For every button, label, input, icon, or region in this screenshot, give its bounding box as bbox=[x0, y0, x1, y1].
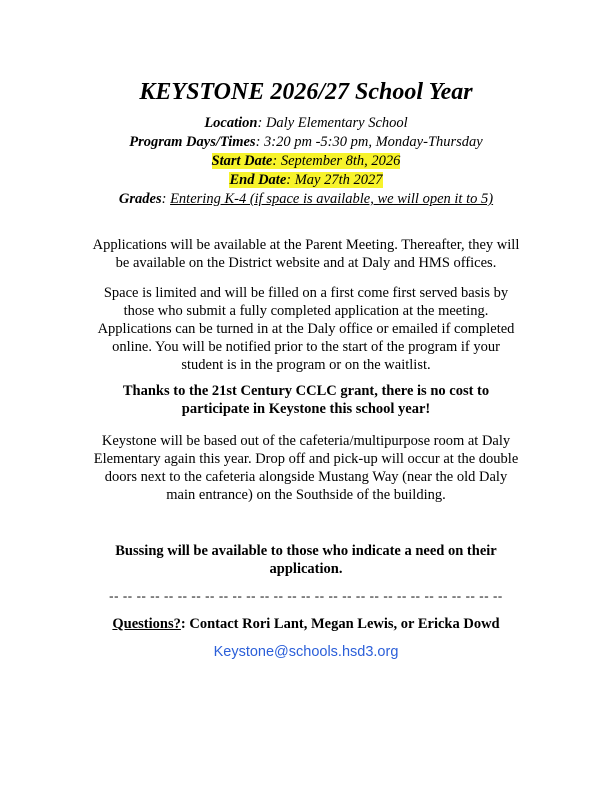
grades-line bbox=[0, 190, 612, 209]
grades-label: Grades bbox=[118, 191, 162, 207]
end-date-value: : May 27th 2027 bbox=[286, 172, 383, 188]
end-date-line bbox=[0, 171, 612, 190]
grant-paragraph: Thanks to the 21st Century CCLC grant, there is no cost to participate in Keystone this school year! bbox=[122, 383, 490, 417]
space-paragraph: Space is limited and will be filled on a first come first served basis by those who submit a fully completed application at the meeting. Applications can be turned in at the Daly office or emailed if completed online. You will be notified prior to the start of the program if your student is in the program or on the waitlist. bbox=[97, 285, 515, 373]
bussing-paragraph: Bussing will be available to those who indicate a need on their application. bbox=[115, 543, 497, 577]
location-value: : Daly Elementary School bbox=[257, 115, 408, 131]
location-label: Location bbox=[204, 115, 258, 131]
start-date-value: : September 8th, 2026 bbox=[272, 153, 401, 169]
program-times-label: Program Days/Times bbox=[129, 134, 256, 150]
applications-paragraph: Applications will be available at the Parent Meeting. Thereafter, they will be available on the District website and at Daly and HMS offices. bbox=[92, 237, 520, 271]
program-times-line bbox=[0, 133, 612, 152]
questions-label: Questions? bbox=[112, 616, 181, 632]
start-date-line bbox=[0, 152, 612, 171]
location-details-paragraph: Keystone will be based out of the cafeteria/multipurpose room at Daly Elementary again this year. Drop off and pick-up will occur at the double doors next to the cafeteria alongside Mustang Way (near the old Daly main entrance) on the Southside of the building. bbox=[93, 433, 519, 503]
start-date-label: Start Date bbox=[211, 153, 273, 169]
page-title: KEYSTONE 2026/27 School Year bbox=[139, 79, 473, 105]
grades-value: Entering K-4 (if space is available, we will open it to 5) bbox=[170, 191, 494, 207]
contact-email-link[interactable]: Keystone@schools.hsd3.org bbox=[213, 644, 399, 660]
dashed-divider: -- -- -- -- -- -- -- -- -- -- -- -- -- -- -- -- -- -- -- -- -- -- -- -- -- -- -- -- -- bbox=[109, 588, 503, 603]
contact-names: : Contact Rori Lant, Megan Lewis, or Ericka Dowd bbox=[180, 616, 500, 632]
contact-line bbox=[0, 616, 612, 633]
grades-separator: : bbox=[161, 191, 171, 207]
end-date-label: End Date bbox=[229, 172, 287, 188]
location-line bbox=[0, 114, 612, 133]
program-times-value: : 3:20 pm -5:30 pm, Monday-Thursday bbox=[255, 134, 483, 150]
